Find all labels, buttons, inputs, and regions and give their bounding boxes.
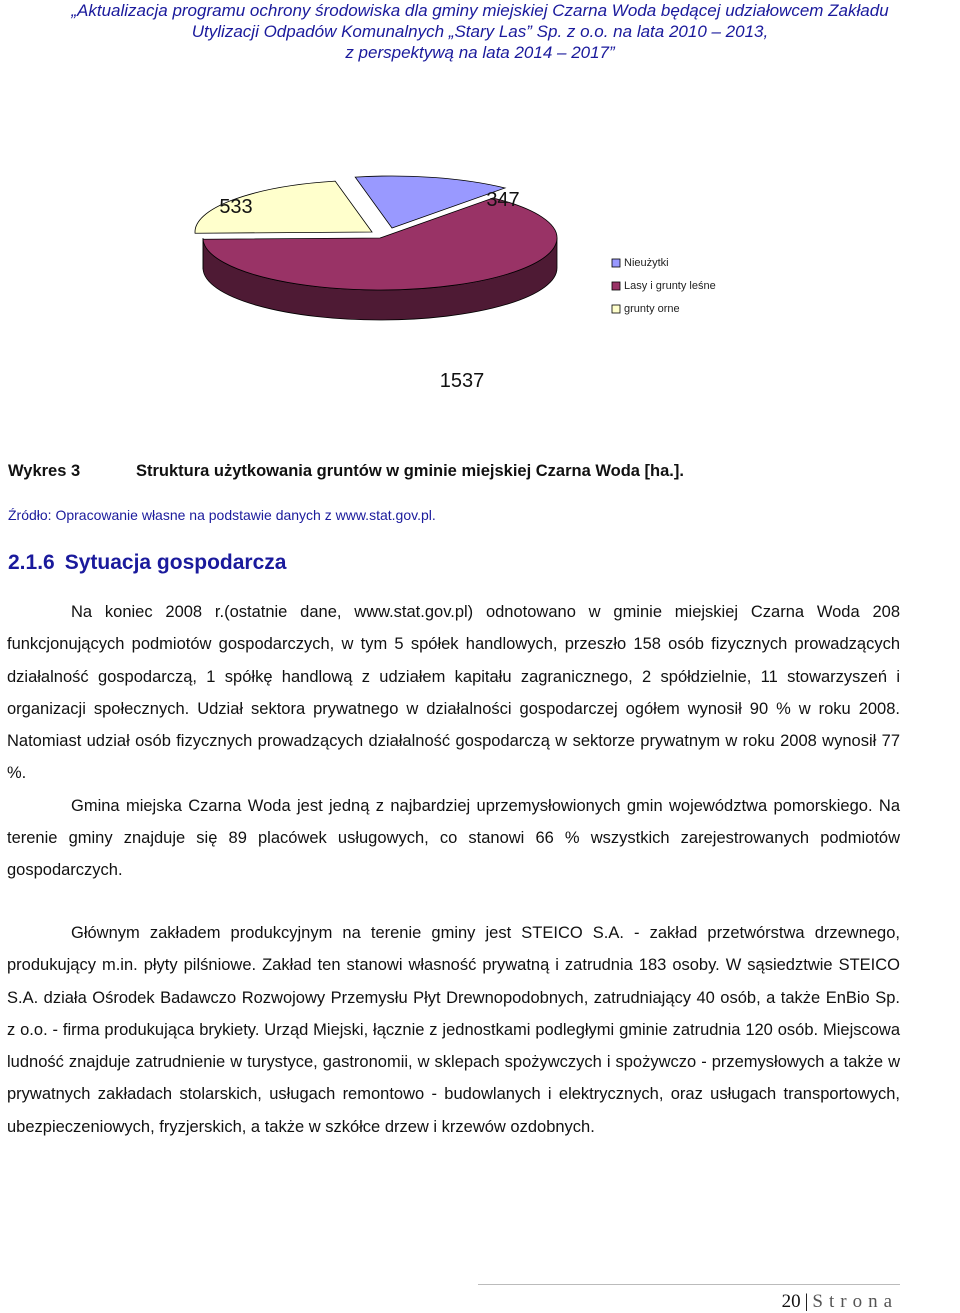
data-label-1: 1537 — [440, 370, 485, 392]
paragraph-1: Na koniec 2008 r.(ostatnie dane, www.stat.gov.pl) odnotowano w gminie miejskiej Czarna Woda 208 funkcjonujących podmiotów gospodarczych, w tym 5 spółek handlowych, przeszło 158 osób fizycznych prowadzących działalność gospodarczą, 1 spółkę handlową z udziałem kapitału zagranicznego, 2 spółdzielnie, 11 stowarzyszeń i organizacji społecznych. Udział sektora prywatnego w działalności gospodarczej ogółem wynosił 90 % w roku 2008. Natomiast udział osób fizycznych prowadzących działalność gospodarczą w sektorze prywatnym w roku 2008 wynosił 77 %. — [7, 596, 900, 790]
footer-divider — [478, 1284, 900, 1285]
footer-separator: | — [805, 1291, 809, 1312]
legend-label-2: grunty orne — [624, 303, 680, 315]
land-use-pie-chart — [0, 170, 960, 410]
data-label-0: 347 — [486, 189, 519, 211]
paragraph-2: Gmina miejska Czarna Woda jest jedną z najbardziej uprzemysłowionych gmin województwa pomorskiego. Na terenie gminy znajduje się 89 placówek usługowych, co stanowi 66 % wszystkich zarejestrowanych podmiotów gospodarczych. — [7, 790, 900, 887]
figure-number: Wykres 3 — [8, 462, 136, 481]
legend-swatch-2 — [612, 305, 620, 313]
legend-label-0: Nieużytki — [624, 257, 669, 269]
page-number: 20 — [782, 1291, 801, 1312]
body-text-block-1 — [7, 596, 900, 887]
legend-swatch-1 — [612, 282, 620, 290]
header-line-2: Utylizacji Odpadów Komunalnych „Stary Las” Sp. z o.o. na lata 2010 – 2013, — [0, 21, 960, 42]
figure-title: Struktura użytkowania gruntów w gminie miejskiej Czarna Woda [ha.]. — [136, 462, 684, 480]
legend-swatch-0 — [612, 259, 620, 267]
section-number: 2.1.6 — [8, 551, 55, 574]
footer-page-word: Strona — [812, 1291, 898, 1312]
section-title: Sytuacja gospodarcza — [65, 551, 287, 574]
figure-source: Źródło: Opracowanie własne na podstawie danych z www.stat.gov.pl. — [8, 507, 436, 523]
data-label-2: 533 — [219, 196, 252, 218]
header-line-3: z perspektywą na lata 2014 – 2017” — [0, 42, 960, 63]
body-text-block-2 — [7, 917, 900, 1143]
paragraph-3: Głównym zakładem produkcyjnym na terenie gminy jest STEICO S.A. - zakład przetwórstwa drzewnego, produkujący m.in. płyty pilśniowe. Zakład ten stanowi własność prywatną i zatrudnia 183 osoby. W sąsiedztwie STEICO S.A. działa Ośrodek Badawczo Rozwojowy Przemysłu Płyt Drewnopodobnych, zatrudniający 40 osób, a także EnBio Sp. z o.o. - firma produkująca brykiety. Urząd Miejski, łącznie z jednostkami podległymi gminie zatrudnia 120 osób. Miejscowa ludność znajduje zatrudnienie w turystyce, gastronomii, w sklepach spożywczych i spożywczo - przemysłowych a także w prywatnych zakładach stolarskich, usługach remontowo - budowlanych i elektrycznych, oraz usługach transportowych, ubezpieczeniowych, fryzjerskich, a także w szkółce drzew i krzewów ozdobnych. — [7, 917, 900, 1143]
legend-label-1: Lasy i grunty leśne — [624, 280, 716, 292]
figure-caption — [8, 462, 684, 481]
section-heading — [8, 551, 286, 575]
header-line-1: „Aktualizacja programu ochrony środowiska dla gminy miejskiej Czarna Woda będącej udziałowcem Zakładu — [0, 0, 960, 21]
document-header — [0, 0, 960, 63]
